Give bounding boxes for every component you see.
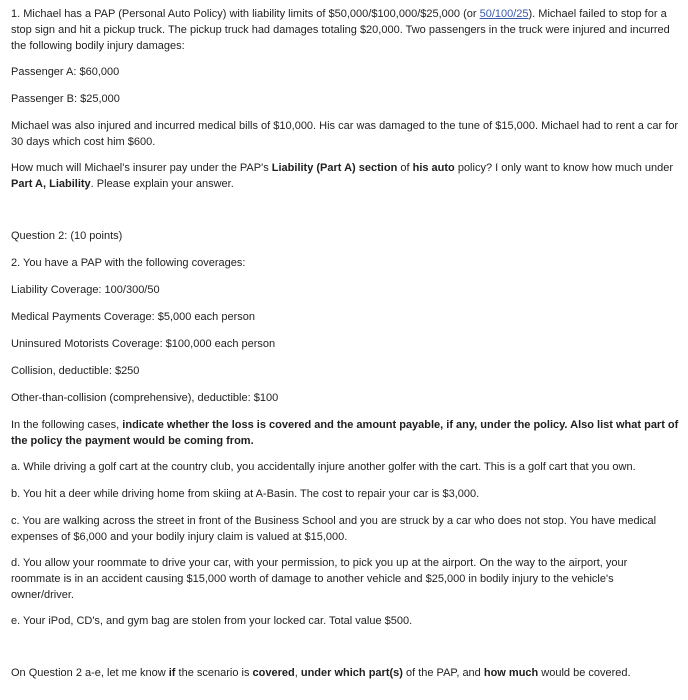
- q1-bold-liability: Liability (Part A) section: [271, 162, 398, 174]
- q2-instructions: [11, 417, 679, 449]
- coverage-uninsured: Uninsured Motorists Coverage: $100,000 each person: [11, 338, 276, 350]
- document: [11, 6, 679, 681]
- passenger-b: Passenger B: $25,000: [11, 93, 120, 105]
- final-bold-if: if: [168, 667, 176, 679]
- q1-bold-his-auto: his auto: [412, 162, 455, 174]
- final-text-1: On Question 2 a-e, let me know: [11, 667, 169, 679]
- coverage-medical: Medical Payments Coverage: $5,000 each person: [11, 311, 255, 323]
- case-a: a. While driving a golf cart at the country club, you accidentally injure another golfer with the cart. This is a golf cart that you own.: [11, 461, 636, 473]
- q2-header: Question 2: (10 points): [11, 230, 123, 242]
- q1-intro-text-2: ). Michael failed to stop for a stop sign and hit a pickup truck. The pickup truck had damages totaling $20,000. Two passengers in the truck were injured and incurred the following bodily injury damages:: [11, 8, 670, 52]
- q1-question: [11, 160, 679, 192]
- coverage-liability: Liability Coverage: 100/300/50: [11, 284, 160, 296]
- case-e: e. Your iPod, CD's, and gym bag are stolen from your locked car. Total value $500.: [11, 615, 413, 627]
- q2-instructions-text: In the following cases,: [11, 419, 123, 431]
- coverage-collision: Collision, deductible: $250: [11, 365, 140, 377]
- final-text-5: would be covered.: [538, 667, 631, 679]
- limits-link[interactable]: 50/100/25: [479, 8, 529, 20]
- q2-intro: 2. You have a PAP with the following coverages:: [11, 257, 246, 269]
- coverage-comprehensive: Other-than-collision (comprehensive), deductible: $100: [11, 392, 279, 404]
- final-text-2: the scenario is: [175, 667, 253, 679]
- q1-intro-text: 1. Michael has a PAP (Personal Auto Policy) with liability limits of $50,000/$100,000/$25,000 (or: [11, 8, 480, 20]
- q2-instructions-bold: indicate whether the loss is covered and the amount payable, if any, under the policy. Also list what part of the policy the payment would be coming from.: [11, 419, 679, 447]
- q1-bold-part-a: Part A, Liability: [11, 178, 91, 190]
- final-bold-parts: under which part(s): [300, 667, 403, 679]
- q1-question-text-4: . Please explain your answer.: [90, 178, 234, 190]
- final-bold-covered: covered: [252, 667, 295, 679]
- q1-question-text-3: policy? I only want to know how much under: [454, 162, 674, 174]
- passenger-a: Passenger A: $60,000: [11, 66, 120, 78]
- final-bold-how-much: how much: [483, 667, 539, 679]
- case-c: c. You are walking across the street in front of the Business School and you are struck by a car who does not stop. You have medical expenses of $6,000 and your bodily injury claim is valued at $15,000.: [11, 515, 657, 543]
- case-b: b. You hit a deer while driving home from skiing at A-Basin. The cost to repair your car is $3,000.: [11, 488, 480, 500]
- final-instructions: [11, 665, 679, 681]
- q1-intro: [11, 6, 679, 54]
- final-text-4: of the PAP, and: [402, 667, 484, 679]
- q1-question-text-2: of: [397, 162, 413, 174]
- michael-injury: Michael was also injured and incurred medical bills of $10,000. His car was damaged to the tune of $15,000. Michael had to rent a car for 30 days which cost him $600.: [11, 120, 679, 148]
- case-d: d. You allow your roommate to drive your car, with your permission, to pick you up at the airport. On the way to the airport, your roommate is in an accident causing $15,000 worth of damage to another vehicle and $25,000 in bodily injury to the vehicle's owner/driver.: [11, 557, 628, 601]
- q1-question-text: How much will Michael's insurer pay under the PAP's: [11, 162, 272, 174]
- final-text-3: ,: [294, 667, 301, 679]
